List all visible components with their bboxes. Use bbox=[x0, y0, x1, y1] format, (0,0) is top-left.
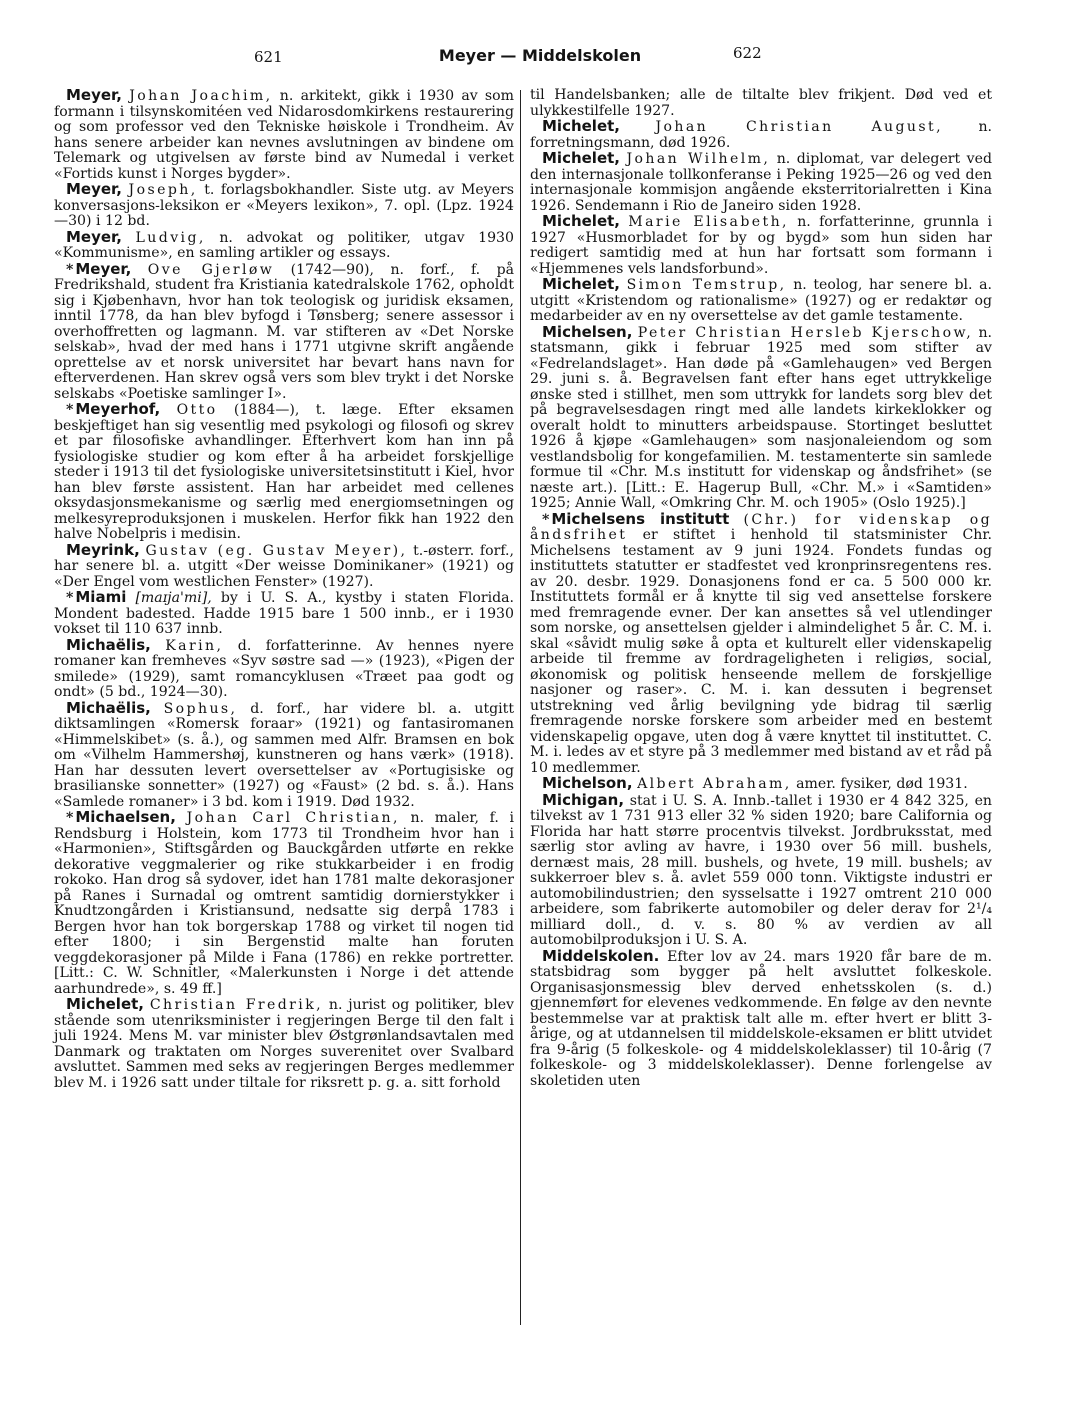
entry-given-name: Ove Gjerløw bbox=[147, 261, 275, 278]
entry-text: n. forretningsmann, død 1926. bbox=[530, 119, 992, 151]
entry-asterisk: * bbox=[66, 590, 74, 606]
entry-headword: Michelet, bbox=[542, 117, 620, 135]
dictionary-entry bbox=[530, 119, 992, 151]
right-column bbox=[530, 88, 992, 1089]
entry-text: stat i U. S. A. Innb.-tallet i 1930 er 4 842 325, en tilvekst av 1 731 913 eller 32 % siden 1920; bare California og Florida har hatt større procentvis tilvekst. Jordbruksstat, med særlig stor avling av havre, i 1930 over 56 mill. bushels, dernæst mais, 28 mill. bushels, og hvete, 19 mill. bushels; av sukkerroer blev s. å. avlet 559 000 tonn. Viktigste industri er automobilindustrien; den sysselsatte i 1927 omtrent 210 000 arbeidere, som fabrikerte automobiler og deler derav for 2¹/₄ milliard doll., d. v. s. 80 % av verdien av all automobilproduksjon i U. S. A. bbox=[530, 792, 993, 948]
entry-given-name: Gustav (eg. Gustav Meyer), bbox=[145, 542, 408, 559]
entry-headword: Michigan, bbox=[542, 790, 625, 809]
running-title: Meyer — Middelskolen bbox=[438, 46, 642, 65]
entry-given-name: Joseph, bbox=[128, 182, 198, 198]
entry-given-name: Ludvig, bbox=[135, 229, 206, 246]
page-number-left: 621 bbox=[254, 48, 283, 66]
dictionary-entry bbox=[54, 402, 514, 543]
entry-headword: Michaelsen, bbox=[75, 808, 176, 826]
dictionary-entry bbox=[530, 509, 993, 777]
entry-given-name: Marie Elisabeth, bbox=[628, 214, 789, 230]
entry-text: n. arkitekt, gikk i 1930 av som formann i tilsynskomitéen ved Nidarosdomkirkens restaurering og som professor ved den Tekniske høiskole i Trondheim. Av hans senere arbeider kan nevnes avslutningen av bindene om Telemark og utgivelsen av første bind av Numedal i verket «Fortids kunst i Norges bygder». bbox=[54, 88, 514, 182]
entry-headword: Michelet, bbox=[542, 275, 620, 293]
entry-given-name: Albert Abraham, bbox=[637, 776, 792, 792]
entry-headword: Michaëlis, bbox=[66, 698, 151, 717]
entry-text: n. forfatterinne, grunnla i 1927 «Husmorbladet for by og bygd» som hun siden har redigert samtidig med at hun har fortsatt som formann i «Hjemmenes vels landsforbund». bbox=[530, 214, 993, 277]
entry-headword: Meyerhof, bbox=[75, 400, 161, 418]
entry-given-name: Sophus, bbox=[163, 700, 238, 717]
entry-text: (1884—), t. læge. Efter eksamen beskjeftiget han sig vesentlig med psykologi og filosofi og skrev et par filosofiske avhandlinger. Efterhvert kom han inn på fysiologiske studier og kom efter å ha arbeidet forskjellige steder i 1913 til det fysiologiske universitetsinstitutt i Kiel, hvor han blev første assistent. Han har arbeidet med cellenes oksydasjonsmekanisme og særlig med energiomsetningen og melkesyreproduksjonen i muskelen. Herfor fikk han 1922 den halve Nobelpris i medisin. bbox=[54, 402, 515, 542]
dictionary-entry bbox=[54, 997, 514, 1091]
entry-headword: Middelskolen. bbox=[542, 946, 660, 965]
dictionary-entry bbox=[54, 227, 514, 262]
entry-headword: Michelet, bbox=[542, 149, 620, 167]
entry-text: n. diplomat, var delegert ved den internasjonale tollkonferanse i Peking 1925—26 og ved den internasjonale kommisjon angående eksterritorialretten i Kina 1926. Sendemann i Rio de Janeiro siden 1928. bbox=[530, 151, 992, 214]
dictionary-entry bbox=[530, 322, 992, 512]
entry-text: d. forf., har videre bl. a. utgitt diktsamlingen «Romersk foraar» (1921) og fantasiromanen «Himmelskibet» (s. å.), og sammen med Alfr. Bramsen en bok om «Vilhelm Hammershøj, kunstneren og hans værk» (1918). Han har dessuten levert oversettelser av «Portugisiske og brasilianske sonnetter» (1927) og «Faust» (2 bd. s. å.). Hans «Samlede romaner» i 3 bd. kom i 1919. Død 1932. bbox=[54, 700, 514, 810]
entry-text: amer. fysiker, død 1931. bbox=[796, 776, 968, 792]
page-header bbox=[0, 44, 1080, 74]
entry-given-name: Johan Carl Christian, bbox=[186, 810, 400, 826]
entry-given-name: Peter Christian Hersleb Kjerschow, bbox=[637, 324, 974, 341]
entry-given-name: Simon Temstrup, bbox=[626, 277, 787, 293]
entry-headword: Michelson, bbox=[542, 774, 633, 792]
entry-given-name: Johan Christian August, bbox=[655, 119, 943, 135]
dictionary-entry bbox=[54, 259, 515, 403]
entry-headword: Michelsen, bbox=[542, 322, 633, 341]
dictionary-entry bbox=[530, 151, 992, 214]
entry-pronunciation: [maɪja'mi], bbox=[135, 590, 212, 606]
entry-headword: Meyer, bbox=[66, 180, 122, 198]
dictionary-entry bbox=[54, 590, 514, 638]
dictionary-entry bbox=[530, 214, 992, 277]
entry-text: n. teolog, har senere bl. a. utgitt «Kristendom og rationalisme» (1927) og er redaktør og medarbeider av en ny oversettelse av det gamle testamente. bbox=[530, 277, 992, 324]
entry-headword: Michelsens institutt bbox=[551, 509, 730, 528]
dictionary-entry bbox=[54, 810, 514, 997]
entry-text: d. forfatterinne. Av hennes nyere romaner kan fremheves «Syv søstre sad —» (1923), «Pigen der smilede» (1929), samt romancyklusen «Træet paa godt og ondt» (5 bd., 1924—30). bbox=[54, 637, 515, 700]
entry-asterisk: * bbox=[542, 511, 550, 528]
dictionary-entry bbox=[54, 635, 515, 701]
entry-headword: Miami bbox=[75, 588, 127, 606]
page-number-right: 622 bbox=[733, 44, 762, 62]
entry-given-name: Johan Wilhelm, bbox=[626, 151, 771, 167]
entry-text: Efter lov av 24. mars 1920 får bare de m. statsbidrag som bygger på helt avsluttet folkeskole. Organisasjonsmessig blev derved enhetsskolen (s. d.) gjennemført for elevenes vedkommende. En følge av den nevnte bestemmelse var at praktisk talt alle m. efter hvert er blitt 3-årige, og at utdannelsen til middelskole-eksamen er blitt utvidet fra 9-årig (5 folkeskole- og 4 middelskoleklasser) til 10-årig (7 folkeskole- og 3 middelskoleklasser). Denne forlengelse av skoletiden uten bbox=[530, 948, 992, 1089]
column-divider bbox=[520, 90, 521, 1325]
entry-asterisk: * bbox=[66, 810, 74, 826]
entry-headword: Michelet, bbox=[542, 212, 620, 230]
dictionary-entry bbox=[54, 698, 514, 811]
entry-text: (1742—90), n. forf., f. på Fredrikshald, student fra Kristiania katedralskole 1762, opholdt sig i Kjøbenhavn, hvor han tok teologisk og juridisk eksamen, inntil 1778, da han blev byfogd i Tønsberg; senere assessor i overhoffretten og lagmann. M. var stifteren av «Det Norske selskab», hvad der med hans i 1771 utgivne skrift angående oprettelse av et norsk universitet har bevart hans navn for efterverdenen. Han skrev også vers som blev trykt i det Norske selskabs «Poetiske samlinger I». bbox=[54, 261, 515, 402]
entry-given-name: Karin, bbox=[165, 637, 224, 654]
left-column bbox=[54, 88, 514, 1091]
entry-text: n. statsmann, gikk i februar 1925 med som stifter av «Fedrelandslaget». Han døde på «Gamlehaugen» ved Bergen 29. juni s. å. Begravelsen fant efter hans eget uttrykkelige ønske sted i stillhet, men som uttrykk for landets sorg blev det på begravelsesdagen ringt med alle landets kirkeklokker og overalt holdt to minutters arbeidspause. Stortinget besluttet 1926 å kjøpe «Gamlehaugen» som nasjonaleiendom og som vestlandsbolig for kongefamilien. M. testamenterte sin samlede formue til «Chr. M.s institutt for videnskap og åndsfrihet» (se næste art.). [Litt.: E. Hagerup Bull, «Chr. M.» i «Samtiden» 1925; Annie Wall, «Omkring Chr. M. och 1905» (Oslo 1925).] bbox=[530, 324, 992, 511]
entry-headword: Michaëlis, bbox=[66, 635, 151, 654]
dictionary-entry bbox=[530, 946, 992, 1090]
entry-headword: Meyer, bbox=[66, 227, 122, 246]
entry-text: er stiftet i henhold til statsminister Chr. Michelsens testament av 9 juni 1924. Fondets fundas og instituttets statutter er stadfestet ved kronprinsregentens res. av 20. desbr. 1929. Donasjonens fond er ca. 5 500 000 kr. Instituttets formål er å knytte til sig ved ansettelse forskere med fremragende evner. Der kan ansettes så vel utlendinger som norske, og ansettelsen gjelder i almindelighet 5 år. C. M. i. skal «såvidt mulig søke å opta et kulturelt eller videnskapelig arbeide til fremme av fordrageligheten i religiøs, social, økonomisk og politisk henseende mellem de forskjellige nasjoner og raser». C. M. i. kan dessuten i begrenset utstrekning ved årlig bevilgning yde bidrag til særlig fremragende norske forskere som arbeider med en bestemt videnskapelig opgave, uten dog å være knyttet til instituttet. C. M. i. ledes av et styre på 3 medlemmer med bistand av et råd på 10 medlemmer. bbox=[530, 527, 992, 776]
entry-text: t. forlagsbokhandler. Siste utg. av Meyers konversasjons-leksikon er «Meyers lexikon», 7. opl. (Lpz. 1924—30) i 12 bd. bbox=[54, 182, 515, 229]
entry-headword: Meyrink, bbox=[66, 540, 140, 559]
entry-text: n. jurist og politiker, blev stående som utenriksminister i regjeringen Berge til den falt i juli 1924. Mens M. var minister blev Østgrønlandsavtalen med Danmark og traktaten om Norges suverenitet over Svalbard avsluttet. Sammen med seks av regjeringen Berges medlemmer blev M. i 1926 satt under tiltale for riksrett p. g. a. sitt forhold bbox=[54, 997, 515, 1091]
entry-headword: Michelet, bbox=[66, 995, 144, 1013]
dictionary-entry bbox=[54, 182, 514, 230]
dictionary-entry bbox=[530, 88, 992, 119]
entry-text: t.-østerr. forf., har senere bl. a. utgitt «Der weisse Dominikaner» (1921) og «Der Engel vom westlichen Fenster» (1927). bbox=[54, 542, 515, 590]
entry-given-name: Johan Joachim, bbox=[129, 88, 273, 104]
entry-text: n. maler, f. i Rendsburg i Holstein, kom 1773 til Trondheim hvor han i «Harmonien», Stiftsgården og Bauckgården utførte en rekke dekorative veggmalerier og rike stukkarbeider i en frodig rokoko. Han drog så sydover, idet han 1781 malte dekorasjoner på Ranes i Surnadal og omtrent samtidig dornierstykker i Knudtzongården i Kristiansund, nedsatte sig derpå 1783 i Bergen hvor han tok borgerskap 1788 og virket til nogen tid efter 1800; i sin Bergenstid malte han foruten veggdekorasjoner på Milde i Fana (1786) en rekke portretter. [Litt.: C. W. Schnitler, «Malerkunsten i Norge i det attende aarhundrede», s. 49 ff.] bbox=[54, 810, 515, 997]
entry-headword: Meyer, bbox=[75, 259, 132, 278]
entry-text: n. advokat og politiker, utgav 1930 «Kommunisme», en samling artikler og essays. bbox=[54, 229, 514, 261]
entry-given-name: Otto bbox=[176, 402, 218, 418]
dictionary-entry bbox=[530, 277, 992, 325]
dictionary-entry bbox=[530, 790, 993, 949]
entry-given-name: Christian Fredrik, bbox=[149, 997, 324, 1013]
entry-given-name: (Chr.) for videnskap og åndsfrihet bbox=[530, 511, 993, 543]
entry-asterisk: * bbox=[66, 402, 74, 418]
dictionary-entry bbox=[54, 88, 514, 182]
entry-headword: Meyer, bbox=[66, 86, 122, 104]
dictionary-entry bbox=[54, 540, 515, 591]
entry-text: by i U. S. A., kystby i staten Florida. Mondent badested. Hadde 1915 bare 1 500 innb., er i 1930 vokset til 110 637 innb. bbox=[54, 590, 515, 637]
entry-text: til Handelsbanken; alle de tiltalte blev frikjent. Død ved et ulykkestilfelle 1927. bbox=[530, 87, 992, 119]
entry-asterisk: * bbox=[66, 261, 74, 278]
